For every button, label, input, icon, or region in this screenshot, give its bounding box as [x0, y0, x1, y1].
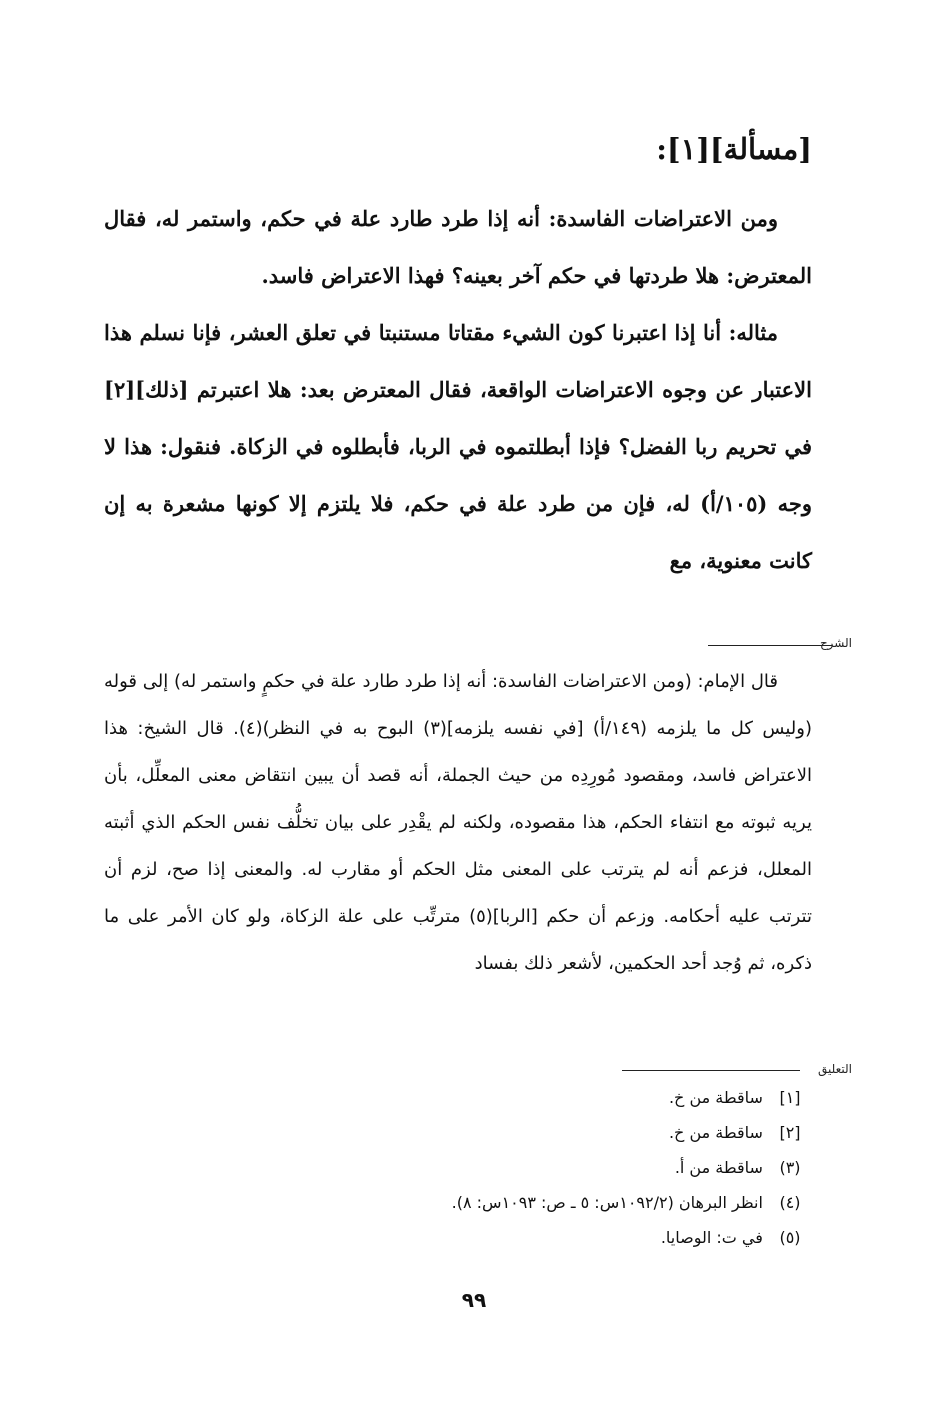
- main-paragraph: ومن الاعتراضات الفاسدة: أنه إذا طرد طارد علة في حكم، واستمر له، فقال المعترض: هلا طردتها في حكم آخر بعينه؟ فهذا الاعتراض فاسد.: [104, 206, 812, 288]
- section-heading: [مسألة][١]:: [656, 132, 812, 166]
- footnote-number: (٤): [779, 1193, 801, 1212]
- footnote-number: (٥): [779, 1228, 801, 1247]
- notes-divider: [622, 1070, 800, 1071]
- footnote: [104, 1115, 812, 1150]
- notes-label: التعليق: [817, 1062, 852, 1076]
- footnote: [104, 1080, 812, 1115]
- footnote-text: ساقطة من خ.: [668, 1123, 763, 1142]
- footnote-text: ساقطة من أ.: [674, 1158, 763, 1177]
- footnote-number: [١]: [779, 1088, 801, 1107]
- main-paragraph: مثاله: أنا إذا اعتبرنا كون الشيء مقتاتا مستنبتا في تعلق العشر، فإنا نسلم هذا الاعتبار عن وجوه الاعتراضات الواقعة، فقال المعترض بعد: هلا اعتبرتم [ذلك][٢] في تحريم ربا الفضل؟ فإذا أبطلتموه في الربا، فأبطلوه في الزكاة. فنقول: هذا لا وجه (١٠٥/أ) له، فإن من طرد علة في حكم، فلا يلتزم إلا كونها مشعرة به إن كانت معنوية، مع: [104, 320, 812, 573]
- commentary-paragraph: قال الإمام: (ومن الاعتراضات الفاسدة: أنه إذا طرد طارد علة في حكمٍ واستمر له) إلى قوله (وليس كل ما يلزمه (١٤٩/أ) [في نفسه يلزمه](٣) البوح به في النظر)(٤). قال الشيخ: هذا الاعتراض فاسد، ومقصود مُورِدِه من حيث الجملة، أنه قصد أن يبين انتقاض معنى المعلِّل، بأن يريه ثبوته مع انتفاء الحكم، هذا مقصوده، ولكنه لم يقْدِر على بيان تخلُّف نفس الحكم الذي أثبته المعلل، فزعم أنه لم يترتب على المعنى مثل الحكم أو مقارب له. والمعنى إذا صح، لزم أن تترتب عليه أحكامه. وزعم أن حكم [الربا](٥) مترتِّب على علة الزكاة، ولو كان الأمر على ما ذكره، ثم وُجد أحد الحكمين، لأشعر ذلك بفساد: [104, 671, 812, 974]
- page-number: ٩٩: [461, 1288, 487, 1312]
- footnote-number: [٢]: [779, 1123, 801, 1142]
- footnote-text: ساقطة من خ.: [668, 1088, 763, 1107]
- main-text: [104, 190, 812, 589]
- sharh-divider: [708, 645, 832, 646]
- sharh-label: الشرح: [819, 636, 852, 650]
- footnotes: [104, 1080, 812, 1255]
- footnote-number: (٣): [779, 1158, 801, 1177]
- commentary-text: [104, 658, 812, 987]
- footnote-text: انظر البرهان (١٠٩٢/٢س: ٥ ـ ص: ١٠٩٣س: ٨).: [451, 1193, 763, 1212]
- footnote: [104, 1185, 812, 1220]
- footnote: [104, 1220, 812, 1255]
- footnote-text: في ت: الوصايا.: [660, 1228, 763, 1247]
- footnote: [104, 1150, 812, 1185]
